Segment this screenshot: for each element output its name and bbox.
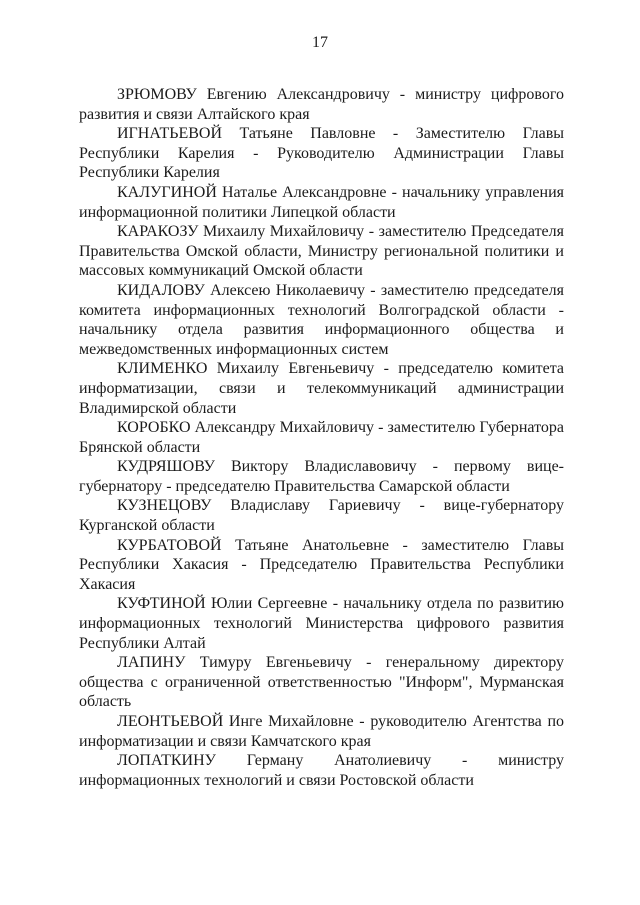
- list-item: КАЛУГИНОЙ Наталье Александровне - начальнику управления информационной политики Липецкой области: [79, 183, 564, 221]
- list-item: КУФТИНОЙ Юлии Сергеевне - начальнику отдела по развитию информационных технологий Министерства цифрового развития Республики Алтай: [79, 595, 564, 652]
- list-item: ИГНАТЬЕВОЙ Татьяне Павловне - Заместителю Главы Республики Карелия - Руководителю Администрации Главы Республики Карелия: [79, 125, 564, 182]
- list-item: КИДАЛОВУ Алексею Николаевичу - заместителю председателя комитета информационных технологий Волгоградской области - начальнику отдела развития информационного общества и межведомственных информационных систем: [79, 281, 564, 358]
- list-item: ЗРЮМОВУ Евгению Александровичу - министру цифрового развития и связи Алтайского края: [79, 86, 564, 123]
- list-item: КУДРЯШОВУ Виктору Владиславовичу - первому вице-губернатору - председателю Правительства Самарской области: [79, 458, 564, 495]
- list-item: КУЗНЕЦОВУ Владиславу Гариевичу - вице-губернатору Курганской области: [79, 497, 564, 535]
- list-item: КАРАКОЗУ Михаилу Михайловичу - заместителю Председателя Правительства Омской области, Министру региональной политики и массовых коммуникаций Омской области: [79, 223, 564, 280]
- list-item: ЛОПАТКИНУ Герману Анатолиевичу - министру информационных технологий и связи Ростовской области: [79, 752, 564, 789]
- page-number: 17: [312, 34, 328, 51]
- list-item: КУРБАТОВОЙ Татьяне Анатольевне - заместителю Главы Республики Хакасия - Председателю Правительства Республики Хакасия: [79, 536, 564, 593]
- list-item: КЛИМЕНКО Михаилу Евгеньевичу - председателю комитета информатизации, связи и телекоммуникаций администрации Владимирской области: [79, 360, 564, 417]
- award-list: [79, 85, 564, 790]
- list-item: ЛЕОНТЬЕВОЙ Инге Михайловне - руководителю Агентства по информатизации и связи Камчатского края: [79, 713, 564, 750]
- list-item: ЛАПИНУ Тимуру Евгеньевичу - генеральному директору общества с ограниченной ответственностью "Информ", Мурманская область: [79, 654, 564, 711]
- list-item: КОРОБКО Александру Михайловичу - заместителю Губернатора Брянской области: [79, 419, 564, 456]
